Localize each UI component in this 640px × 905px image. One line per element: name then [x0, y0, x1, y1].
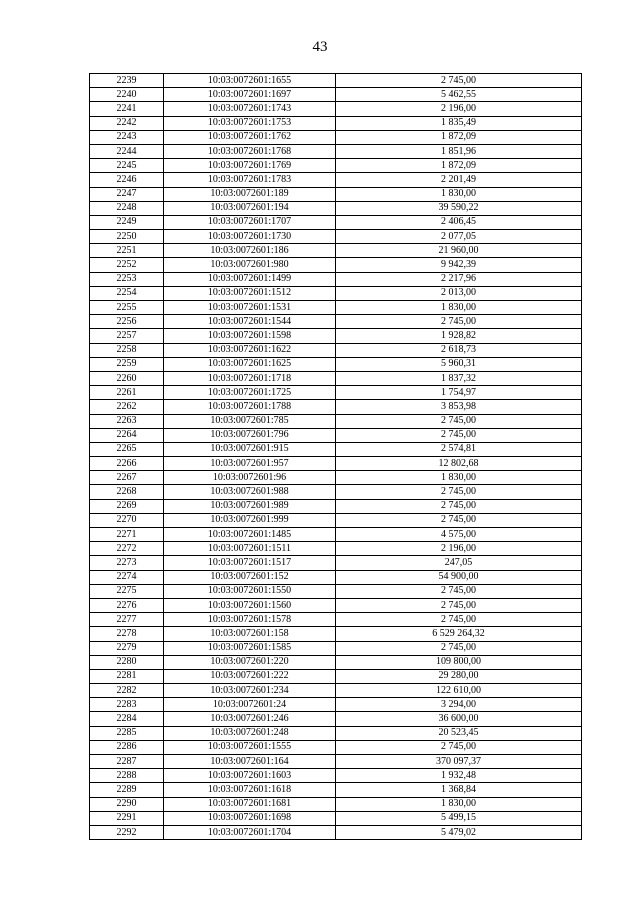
- cadastral-number-cell: 10:03:0072601:1704: [164, 825, 336, 839]
- cadastral-number-cell: 10:03:0072601:1698: [164, 811, 336, 825]
- cadastral-number-cell: 10:03:0072601:796: [164, 428, 336, 442]
- amount-cell: 1 872,09: [336, 159, 582, 173]
- cadastral-number-cell: 10:03:0072601:1762: [164, 130, 336, 144]
- table-row: [90, 400, 582, 414]
- amount-cell: 5 462,55: [336, 88, 582, 102]
- amount-cell: 2 201,49: [336, 173, 582, 187]
- page-number: 43: [312, 39, 328, 55]
- row-number-cell: 2261: [90, 386, 164, 400]
- table-row: [90, 641, 582, 655]
- table-row: [90, 386, 582, 400]
- cadastral-number-cell: 10:03:0072601:1555: [164, 740, 336, 754]
- cadastral-number-cell: 10:03:0072601:246: [164, 712, 336, 726]
- amount-cell: 1 754,97: [336, 386, 582, 400]
- cadastral-number-cell: 10:03:0072601:164: [164, 755, 336, 769]
- cadastral-number-cell: 10:03:0072601:1707: [164, 215, 336, 229]
- row-number-cell: 2290: [90, 797, 164, 811]
- cadastral-number-cell: 10:03:0072601:1531: [164, 301, 336, 315]
- table-row: [90, 556, 582, 570]
- cadastral-number-cell: 10:03:0072601:915: [164, 442, 336, 456]
- table-row: [90, 811, 582, 825]
- row-number-cell: 2247: [90, 187, 164, 201]
- table-row: [90, 258, 582, 272]
- table-row: [90, 428, 582, 442]
- table-row: [90, 329, 582, 343]
- cadastral-number-cell: 10:03:0072601:1485: [164, 528, 336, 542]
- cadastral-number-cell: 10:03:0072601:1730: [164, 230, 336, 244]
- amount-cell: 2 196,00: [336, 102, 582, 116]
- amount-cell: 2 745,00: [336, 315, 582, 329]
- cadastral-number-cell: 10:03:0072601:1499: [164, 272, 336, 286]
- row-number-cell: 2286: [90, 740, 164, 754]
- row-number-cell: 2275: [90, 584, 164, 598]
- table-row: [90, 343, 582, 357]
- table-row: [90, 159, 582, 173]
- row-number-cell: 2281: [90, 669, 164, 683]
- table-row: [90, 499, 582, 513]
- table-row: [90, 655, 582, 669]
- amount-cell: 2 745,00: [336, 513, 582, 527]
- amount-cell: 1 835,49: [336, 116, 582, 130]
- row-number-cell: 2242: [90, 116, 164, 130]
- table-row: [90, 88, 582, 102]
- cadastral-number-cell: 10:03:0072601:1512: [164, 286, 336, 300]
- row-number-cell: 2288: [90, 769, 164, 783]
- table-row: [90, 712, 582, 726]
- row-number-cell: 2250: [90, 230, 164, 244]
- row-number-cell: 2263: [90, 414, 164, 428]
- table-row: [90, 570, 582, 584]
- row-number-cell: 2244: [90, 144, 164, 158]
- amount-cell: 2 574,81: [336, 442, 582, 456]
- row-number-cell: 2266: [90, 457, 164, 471]
- amount-cell: 122 610,00: [336, 684, 582, 698]
- row-number-cell: 2278: [90, 627, 164, 641]
- table-row: [90, 442, 582, 456]
- row-number-cell: 2277: [90, 613, 164, 627]
- amount-cell: 1 830,00: [336, 187, 582, 201]
- table-row: [90, 102, 582, 116]
- row-number-cell: 2240: [90, 88, 164, 102]
- amount-cell: 2 745,00: [336, 584, 582, 598]
- amount-cell: 2 406,45: [336, 215, 582, 229]
- cadastral-number-cell: 10:03:0072601:1743: [164, 102, 336, 116]
- row-number-cell: 2252: [90, 258, 164, 272]
- table-row: [90, 698, 582, 712]
- table-row: [90, 272, 582, 286]
- row-number-cell: 2245: [90, 159, 164, 173]
- amount-cell: 1 872,09: [336, 130, 582, 144]
- row-number-cell: 2287: [90, 755, 164, 769]
- amount-cell: 9 942,39: [336, 258, 582, 272]
- table-row: [90, 669, 582, 683]
- amount-cell: 3 294,00: [336, 698, 582, 712]
- amount-cell: 2 745,00: [336, 485, 582, 499]
- table-row: [90, 315, 582, 329]
- row-number-cell: 2273: [90, 556, 164, 570]
- row-number-cell: 2267: [90, 471, 164, 485]
- cadastral-number-cell: 10:03:0072601:1625: [164, 357, 336, 371]
- table-row: [90, 726, 582, 740]
- amount-cell: 247,05: [336, 556, 582, 570]
- table-row: [90, 187, 582, 201]
- amount-cell: 2 745,00: [336, 613, 582, 627]
- row-number-cell: 2265: [90, 442, 164, 456]
- row-number-cell: 2239: [90, 74, 164, 88]
- row-number-cell: 2291: [90, 811, 164, 825]
- row-number-cell: 2253: [90, 272, 164, 286]
- row-number-cell: 2270: [90, 513, 164, 527]
- cadastral-number-cell: 10:03:0072601:222: [164, 669, 336, 683]
- amount-cell: 1 830,00: [336, 471, 582, 485]
- row-number-cell: 2280: [90, 655, 164, 669]
- row-number-cell: 2258: [90, 343, 164, 357]
- row-number-cell: 2256: [90, 315, 164, 329]
- cadastral-number-cell: 10:03:0072601:248: [164, 726, 336, 740]
- row-number-cell: 2260: [90, 371, 164, 385]
- table-row: [90, 471, 582, 485]
- amount-cell: 3 853,98: [336, 400, 582, 414]
- cadastral-number-cell: 10:03:0072601:194: [164, 201, 336, 215]
- cadastral-number-cell: 10:03:0072601:1511: [164, 542, 336, 556]
- table-row: [90, 414, 582, 428]
- amount-cell: 12 802,68: [336, 457, 582, 471]
- cadastral-number-cell: 10:03:0072601:234: [164, 684, 336, 698]
- amount-cell: 1 851,96: [336, 144, 582, 158]
- cadastral-number-cell: 10:03:0072601:152: [164, 570, 336, 584]
- amount-cell: 109 800,00: [336, 655, 582, 669]
- cadastral-number-cell: 10:03:0072601:1753: [164, 116, 336, 130]
- row-number-cell: 2274: [90, 570, 164, 584]
- cadastral-number-cell: 10:03:0072601:24: [164, 698, 336, 712]
- table-row: [90, 584, 582, 598]
- amount-cell: 5 479,02: [336, 825, 582, 839]
- cadastral-number-cell: 10:03:0072601:1560: [164, 598, 336, 612]
- table-row: [90, 740, 582, 754]
- amount-cell: 1 368,84: [336, 783, 582, 797]
- row-number-cell: 2254: [90, 286, 164, 300]
- amount-cell: 2 013,00: [336, 286, 582, 300]
- row-number-cell: 2279: [90, 641, 164, 655]
- amount-cell: 1 830,00: [336, 301, 582, 315]
- amount-cell: 370 097,37: [336, 755, 582, 769]
- table-row: [90, 116, 582, 130]
- table-row: [90, 371, 582, 385]
- cadastral-number-cell: 10:03:0072601:1550: [164, 584, 336, 598]
- table-row: [90, 485, 582, 499]
- table-row: [90, 457, 582, 471]
- row-number-cell: 2249: [90, 215, 164, 229]
- row-number-cell: 2284: [90, 712, 164, 726]
- amount-cell: 2 745,00: [336, 740, 582, 754]
- amount-cell: 6 529 264,32: [336, 627, 582, 641]
- cadastral-number-cell: 10:03:0072601:957: [164, 457, 336, 471]
- cadastral-number-cell: 10:03:0072601:1697: [164, 88, 336, 102]
- row-number-cell: 2248: [90, 201, 164, 215]
- amount-cell: 54 900,00: [336, 570, 582, 584]
- registry-table: [89, 73, 582, 840]
- amount-cell: 2 618,73: [336, 343, 582, 357]
- table-row: [90, 286, 582, 300]
- table-row: [90, 755, 582, 769]
- cadastral-number-cell: 10:03:0072601:989: [164, 499, 336, 513]
- table-row: [90, 684, 582, 698]
- cadastral-number-cell: 10:03:0072601:1788: [164, 400, 336, 414]
- row-number-cell: 2285: [90, 726, 164, 740]
- cadastral-number-cell: 10:03:0072601:220: [164, 655, 336, 669]
- cadastral-number-cell: 10:03:0072601:158: [164, 627, 336, 641]
- amount-cell: 39 590,22: [336, 201, 582, 215]
- row-number-cell: 2268: [90, 485, 164, 499]
- cadastral-number-cell: 10:03:0072601:1655: [164, 74, 336, 88]
- cadastral-number-cell: 10:03:0072601:1718: [164, 371, 336, 385]
- cadastral-number-cell: 10:03:0072601:785: [164, 414, 336, 428]
- amount-cell: 20 523,45: [336, 726, 582, 740]
- amount-cell: 2 745,00: [336, 499, 582, 513]
- cadastral-number-cell: 10:03:0072601:189: [164, 187, 336, 201]
- table-row: [90, 797, 582, 811]
- amount-cell: 5 499,15: [336, 811, 582, 825]
- cadastral-number-cell: 10:03:0072601:1769: [164, 159, 336, 173]
- row-number-cell: 2251: [90, 244, 164, 258]
- row-number-cell: 2276: [90, 598, 164, 612]
- cadastral-number-cell: 10:03:0072601:1603: [164, 769, 336, 783]
- amount-cell: 29 280,00: [336, 669, 582, 683]
- amount-cell: 4 575,00: [336, 528, 582, 542]
- row-number-cell: 2262: [90, 400, 164, 414]
- cadastral-number-cell: 10:03:0072601:1585: [164, 641, 336, 655]
- table-row: [90, 825, 582, 839]
- cadastral-number-cell: 10:03:0072601:96: [164, 471, 336, 485]
- row-number-cell: 2243: [90, 130, 164, 144]
- row-number-cell: 2255: [90, 301, 164, 315]
- amount-cell: 2 077,05: [336, 230, 582, 244]
- cadastral-number-cell: 10:03:0072601:1578: [164, 613, 336, 627]
- amount-cell: 2 745,00: [336, 641, 582, 655]
- cadastral-number-cell: 10:03:0072601:186: [164, 244, 336, 258]
- table-row: [90, 74, 582, 88]
- row-number-cell: 2271: [90, 528, 164, 542]
- table-row: [90, 301, 582, 315]
- row-number-cell: 2282: [90, 684, 164, 698]
- amount-cell: 2 745,00: [336, 74, 582, 88]
- cadastral-number-cell: 10:03:0072601:1783: [164, 173, 336, 187]
- table-row: [90, 201, 582, 215]
- table-row: [90, 528, 582, 542]
- row-number-cell: 2241: [90, 102, 164, 116]
- table-row: [90, 230, 582, 244]
- table-row: [90, 513, 582, 527]
- cadastral-number-cell: 10:03:0072601:980: [164, 258, 336, 272]
- row-number-cell: 2292: [90, 825, 164, 839]
- row-number-cell: 2246: [90, 173, 164, 187]
- cadastral-number-cell: 10:03:0072601:1681: [164, 797, 336, 811]
- row-number-cell: 2259: [90, 357, 164, 371]
- amount-cell: 2 745,00: [336, 598, 582, 612]
- table-row: [90, 783, 582, 797]
- amount-cell: 21 960,00: [336, 244, 582, 258]
- cadastral-number-cell: 10:03:0072601:1598: [164, 329, 336, 343]
- registry-table-body: [90, 74, 582, 840]
- table-row: [90, 613, 582, 627]
- table-row: [90, 215, 582, 229]
- amount-cell: 2 745,00: [336, 428, 582, 442]
- amount-cell: 2 745,00: [336, 414, 582, 428]
- table-row: [90, 769, 582, 783]
- cadastral-number-cell: 10:03:0072601:1517: [164, 556, 336, 570]
- table-row: [90, 598, 582, 612]
- cadastral-number-cell: 10:03:0072601:1725: [164, 386, 336, 400]
- row-number-cell: 2269: [90, 499, 164, 513]
- cadastral-number-cell: 10:03:0072601:1768: [164, 144, 336, 158]
- cadastral-number-cell: 10:03:0072601:1618: [164, 783, 336, 797]
- cadastral-number-cell: 10:03:0072601:1622: [164, 343, 336, 357]
- table-row: [90, 357, 582, 371]
- amount-cell: 2 217,96: [336, 272, 582, 286]
- cadastral-number-cell: 10:03:0072601:1544: [164, 315, 336, 329]
- amount-cell: 1 928,82: [336, 329, 582, 343]
- table-row: [90, 244, 582, 258]
- amount-cell: 1 837,32: [336, 371, 582, 385]
- amount-cell: 2 196,00: [336, 542, 582, 556]
- table-row: [90, 130, 582, 144]
- amount-cell: 5 960,31: [336, 357, 582, 371]
- row-number-cell: 2283: [90, 698, 164, 712]
- table-row: [90, 144, 582, 158]
- row-number-cell: 2289: [90, 783, 164, 797]
- cadastral-number-cell: 10:03:0072601:999: [164, 513, 336, 527]
- row-number-cell: 2272: [90, 542, 164, 556]
- amount-cell: 36 600,00: [336, 712, 582, 726]
- table-row: [90, 627, 582, 641]
- table-row: [90, 542, 582, 556]
- amount-cell: 1 830,00: [336, 797, 582, 811]
- amount-cell: 1 932,48: [336, 769, 582, 783]
- row-number-cell: 2257: [90, 329, 164, 343]
- row-number-cell: 2264: [90, 428, 164, 442]
- table-row: [90, 173, 582, 187]
- cadastral-number-cell: 10:03:0072601:988: [164, 485, 336, 499]
